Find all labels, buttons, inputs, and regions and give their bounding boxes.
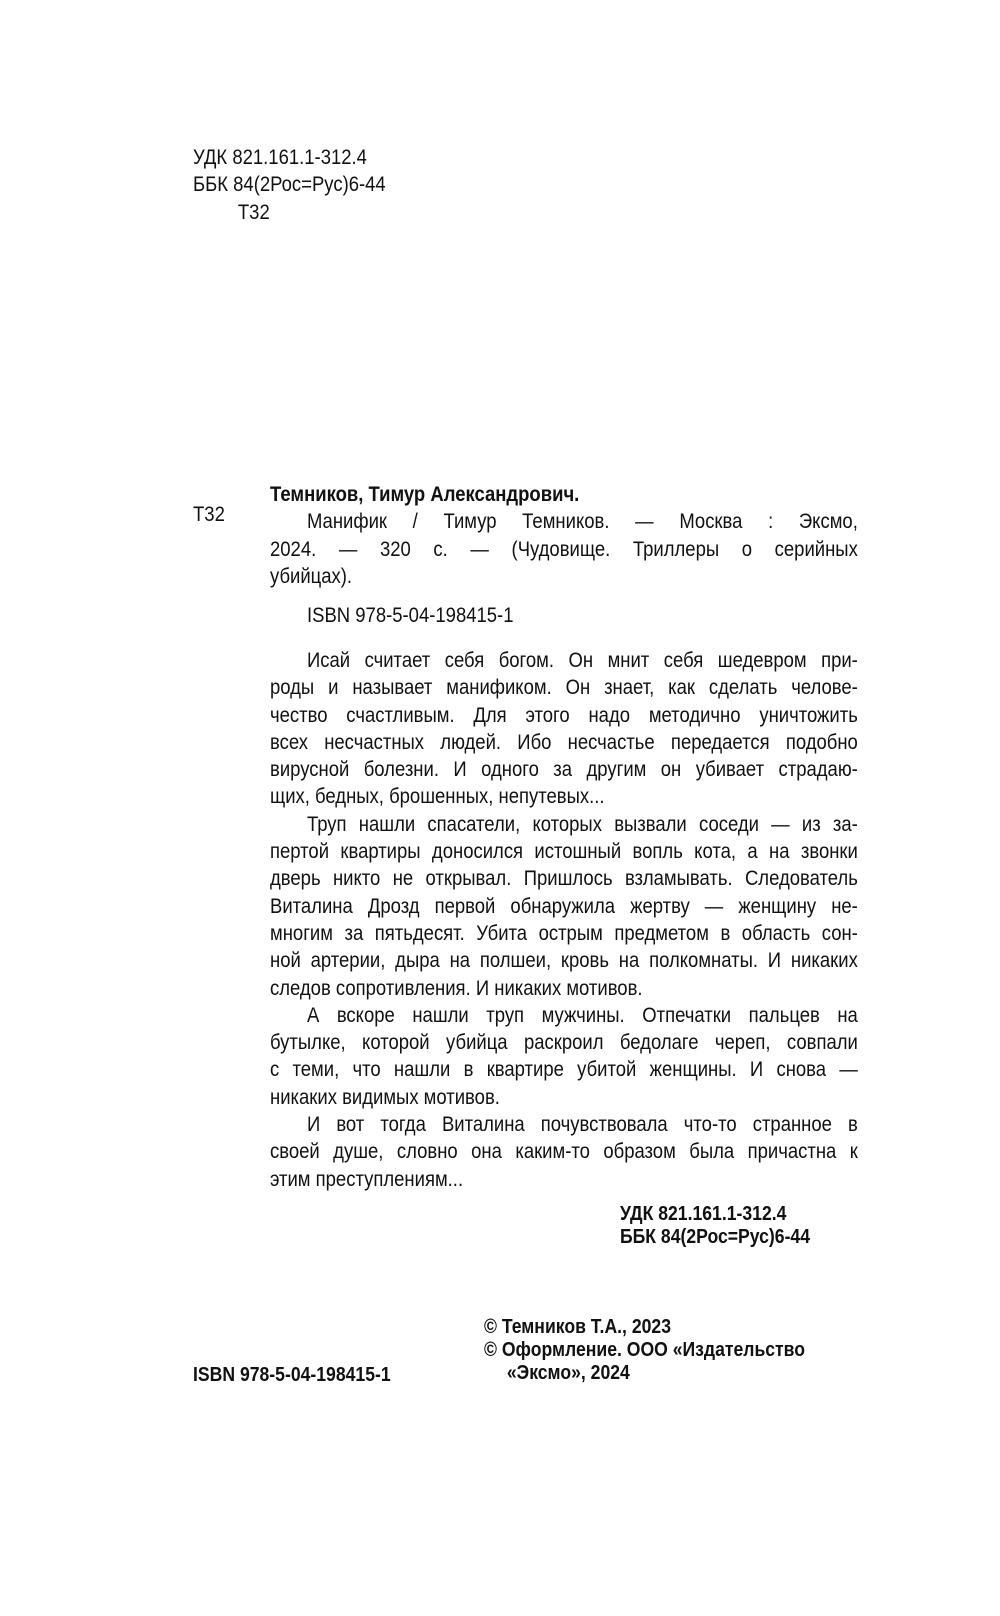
card-description-line: 2024. — 320 с. — (Чудовище. Триллеры о серийных	[270, 537, 858, 561]
header-classification	[193, 144, 412, 226]
annotation-line: И вот тогда Виталина почувствовала что-то странное в	[306, 1113, 858, 1137]
annotation-line: многим за пятьдесят. Убита острым предметом в область сон-	[270, 921, 858, 945]
header-code: Т32	[237, 200, 270, 224]
annotation	[270, 647, 938, 1193]
card-description-line: Манифик / Тимур Темников. — Москва : Эксмо,	[306, 510, 858, 534]
classification-bottom	[620, 1203, 836, 1249]
annotation-line: Виталина Дрозд первой обнаружила жертву — женщину не-	[270, 894, 858, 918]
header-udk: УДК 821.161.1-312.4	[193, 146, 367, 169]
header-bbk: ББК 84(2Рос=Рус)6-44	[193, 173, 386, 197]
annotation-line: роды и называет манификом. Он знает, как сделать челове-	[270, 676, 858, 700]
copyright-block	[484, 1316, 849, 1385]
annotation-line: ной артерии, дыра на полшеи, кровь на полкомнаты. И никаких	[270, 949, 858, 973]
isbn-bottom-text: ISBN 978-5-04-198415-1	[193, 1364, 391, 1386]
classification-bbk: ББК 84(2Рос=Рус)6-44	[620, 1226, 811, 1248]
annotation-line: с теми, что нашли в квартире убитой женщины. И снова —	[270, 1058, 858, 1082]
annotation-line: пертой квартиры доносился истошный вопль кота, а на звонки	[270, 840, 858, 864]
classification-udk: УДК 821.161.1-312.4	[620, 1203, 787, 1225]
annotation-line: Исай считает себя богом. Он мнит себя шедевром при-	[306, 649, 858, 672]
annotation-line: Труп нашли спасатели, которых вызвали соседи — из за-	[306, 812, 858, 836]
annotation-line: А вскоре нашли труп мужчины. Отпечатки пальцев на	[306, 1003, 858, 1027]
card-isbn-text: ISBN 978-5-04-198415-1	[307, 604, 514, 627]
annotation-line: чество счастливым. Для этого надо методично уничтожить	[270, 703, 858, 727]
card-author: Темников, Тимур Александрович.	[270, 483, 580, 506]
annotation-line: дверь никто не открывал. Пришлось взламывать. Следователь	[270, 867, 858, 891]
annotation-line: никаких видимых мотивов.	[270, 1085, 500, 1109]
isbn-bottom	[193, 1364, 418, 1387]
card-code-text: Т32	[193, 503, 225, 526]
copyright-design: © Оформление. ООО «Издательство	[484, 1339, 806, 1361]
copyright-design-cont: «Эксмо», 2024	[506, 1362, 630, 1384]
card-description-line: убийцах).	[270, 564, 353, 588]
catalog-card	[270, 481, 938, 590]
annotation-line: щих, бедных, брошенных, непутевых...	[270, 785, 605, 809]
copyright-author: © Темников Т.А., 2023	[484, 1316, 671, 1338]
annotation-line: вирусной болезни. И одного за другим он убивает страдаю-	[270, 758, 858, 782]
annotation-line: своей душе, словно она каким-то образом была причастна к	[270, 1140, 858, 1164]
annotation-line: бутылке, которой убийца раскроил бедолаге череп, совпали	[270, 1031, 858, 1055]
annotation-line: всех несчастных людей. Ибо несчастье передается подобно	[270, 730, 858, 754]
card-isbn	[307, 602, 542, 629]
annotation-line: следов сопротивления. И никаких мотивов.	[270, 976, 643, 1000]
card-code	[193, 501, 229, 528]
annotation-line: этим преступлениям...	[270, 1167, 464, 1191]
